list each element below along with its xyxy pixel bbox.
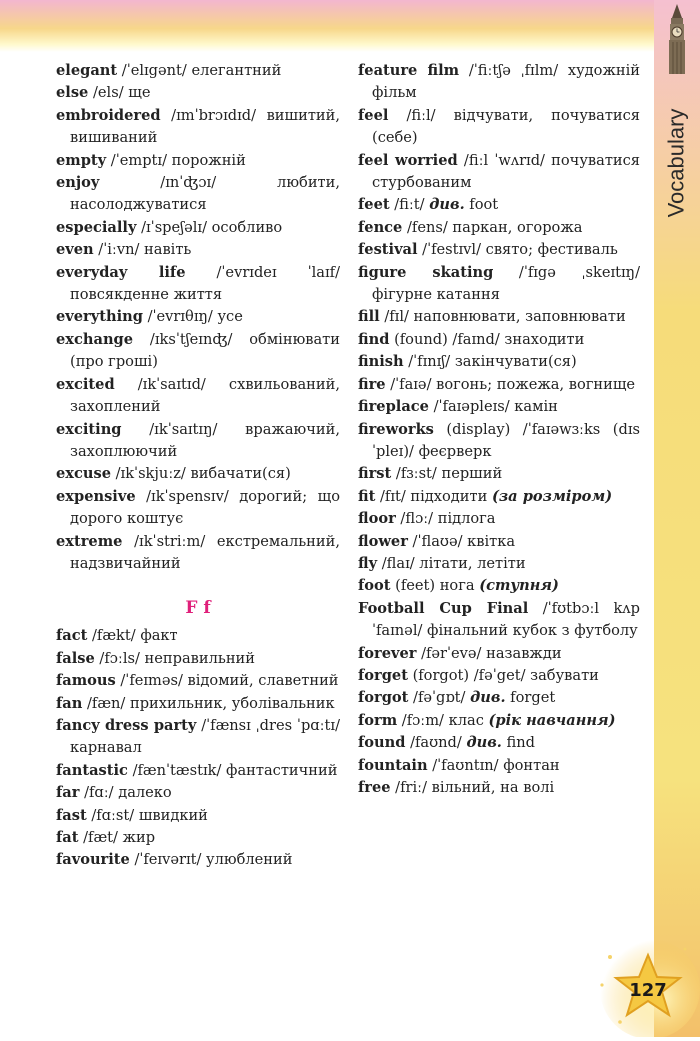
dict-entry: fan /fæn/ прихильник, уболівальник [56, 694, 335, 712]
dict-entry: Football Cup Final /ˈfʊtbɔːl kʌp ˈfaɪnəl/ фінальний кубок з футболу [358, 599, 640, 640]
dict-entry: finish /ˈfɪnɪʃ/ закінчувати(ся) [358, 353, 577, 371]
dict-entry: excuse /ɪkˈskjuːz/ вибачати(ся) [56, 465, 291, 483]
dict-entry: exciting /ɪkˈsaɪtɪŋ/ вражаючий, захоплюючий [56, 420, 340, 460]
dict-entry: festival /ˈfestɪvl/ свято; фестиваль [358, 241, 618, 259]
dict-entry: first /fɜːst/ перший [358, 465, 503, 483]
dict-entry: forgot /fəˈgɒt/ див. forget [358, 689, 556, 707]
dict-entry: fireplace /ˈfaɪəpleɪs/ камін [358, 398, 558, 416]
dict-entry: famous /ˈfeɪməs/ відомий, славетний [56, 672, 339, 690]
dict-entry: fit /fɪt/ підходити (за розміром) [358, 487, 613, 505]
dict-entry: empty /ˈemptɪ/ порожній [56, 151, 246, 169]
section-label-text: Vocabulary [663, 108, 689, 218]
dict-entry: feel /fiːl/ відчувати, почуватися (себе) [358, 106, 640, 147]
dict-entry: fire /ˈfaɪə/ вогонь; пожежа, вогнище [358, 375, 636, 393]
dict-entry: fence /fens/ паркан, огорожа [358, 218, 583, 236]
dict-entry: feet /fiːt/ див. foot [358, 196, 499, 214]
page-number-badge [580, 927, 700, 1037]
big-ben-icon [660, 4, 694, 74]
dict-entry: favourite /ˈfeɪvərɪt/ улюблений [56, 851, 293, 869]
dict-entry: fat /fæt/ жир [56, 829, 156, 846]
dict-entry: elegant /ˈelɪgənt/ елегантний [56, 62, 282, 79]
dict-entry: fantastic /fænˈtæstɪk/ фантастичний [56, 761, 338, 779]
dict-entry: false /fɔːls/ неправильний [56, 649, 256, 667]
dict-entry: fact /fækt/ факт [56, 627, 178, 645]
dict-entry: embroidered /ɪmˈbrɔɪdɪd/ вишитий, вишиваний [56, 106, 340, 147]
dict-entry: fancy dress party /ˈfænsɪ ˌdres ˈpɑːtɪ/ карнавал [56, 716, 340, 757]
letter-heading: F f [185, 598, 211, 619]
page-number: 127 [629, 980, 667, 1001]
dict-entry: fireworks (display) /ˈfaɪəwɜːks (dɪsˈpleɪ)/ феєрверк [358, 420, 640, 460]
section-label [656, 88, 696, 238]
dict-entry: expensive /ɪkˈspensɪv/ дорогий; що дорого коштує [56, 487, 340, 528]
dict-entry: fast /fɑːst/ швидкий [56, 806, 208, 824]
dict-entry: feature film /ˈfiːtʃə ˌfɪlm/ художній фільм [358, 62, 640, 102]
dict-entry: even /ˈiːvn/ навіть [56, 241, 192, 259]
dict-entry: everything /ˈevrɪθɪŋ/ усе [56, 308, 243, 326]
dict-entry: find (found) /faɪnd/ знаходити [358, 330, 585, 348]
left-column [56, 60, 340, 872]
dict-entry: flower /ˈflaʊə/ квітка [358, 532, 516, 550]
dict-entry: forget (forgot) /fəˈget/ забувати [358, 666, 599, 684]
dict-entry: everyday life /ˈevrɪdeɪ ˈlaɪf/ повсякденне життя [56, 263, 340, 304]
dict-entry: forever /fərˈevə/ назавжди [358, 644, 562, 662]
dict-entry: exchange /ɪksˈtʃeɪnʤ/ обмінювати (про гроші) [56, 330, 340, 371]
dict-entry: especially /ɪˈspeʃəlɪ/ особливо [56, 218, 283, 236]
dict-entry: foot (feet) нога (ступня) [358, 577, 559, 595]
dict-entry: fountain /ˈfaʊntɪn/ фонтан [358, 756, 560, 774]
right-column [358, 60, 640, 799]
dict-entry: excited /ɪkˈsaɪtɪd/ схвильований, захоплений [56, 375, 340, 416]
top-decor-band [0, 0, 700, 52]
dict-entry: free /friː/ вільний, на волі [358, 779, 555, 796]
dict-entry: fill /fɪl/ наповнювати, заповнювати [358, 308, 626, 326]
dict-entry: enjoy /ɪnˈʤɔɪ/ любити, насолоджуватися [56, 174, 340, 214]
dict-entry: form /fɔːm/ клас (рік навчання) [358, 711, 616, 729]
dict-entry: extreme /ɪkˈstriːm/ екстремальний, надзвичайний [56, 532, 340, 572]
dict-entry: fly /flaɪ/ літати, летіти [358, 554, 526, 572]
dict-entry: floor /flɔː/ підлога [358, 510, 496, 528]
dict-entry: else /els/ ще [56, 84, 151, 102]
dict-entry: found /faʊnd/ див. find [358, 734, 536, 752]
dict-entry: figure skating /ˈfɪgə ˌskeɪtɪŋ/ фігурне катання [358, 263, 640, 304]
dict-entry: feel worried /fiːl ˈwʌrɪd/ почуватися стурбованим [358, 151, 640, 192]
dict-entry: far /fɑː/ далеко [56, 784, 172, 802]
